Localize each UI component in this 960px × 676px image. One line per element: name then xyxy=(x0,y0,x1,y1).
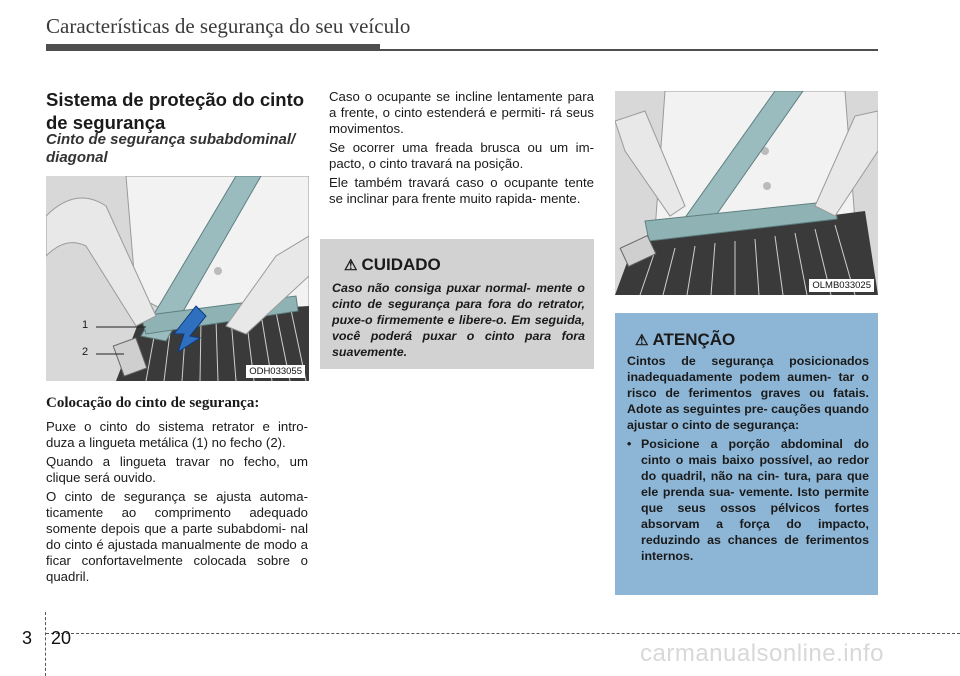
caution-title: CUIDADO xyxy=(361,255,441,274)
header-rule xyxy=(380,49,878,51)
paragraph: Puxe o cinto do sistema retrator e intro- duza a lingueta metálica (1) no fecho (2). xyxy=(46,419,308,450)
figure-lap-belt-adjustment xyxy=(615,91,878,295)
lap-belt-illustration xyxy=(615,91,878,295)
footer-rule xyxy=(46,633,960,634)
warning-triangle-icon: ⚠ xyxy=(635,332,649,349)
paragraph: O cinto de segurança se ajusta automa- ticamente ao comprimento adequado somente depois que a parte subabdomi- nal do cinto é ajustada manualmente de modo a ficar confortavelmente colocada sobre o quadril. xyxy=(46,489,308,584)
watermark: carmanualsonline.info xyxy=(640,640,884,667)
caution-text: Caso não consiga puxar normal- mente o cinto de segurança para fora do retrator, puxe-o firmemente e libere-o. Em seguida, você poderá puxar o cinto para fora suavemente. xyxy=(332,281,585,359)
paragraph: Ele também travará caso o ocupante tente se inclinar para frente muito rapida- mente. xyxy=(329,175,594,206)
section-title: Sistema de proteção do cinto de segurança xyxy=(46,89,305,133)
middle-column-text xyxy=(329,89,594,210)
warning-text xyxy=(627,353,869,564)
bullet-symbol: • xyxy=(627,437,632,451)
paragraph: Caso o ocupante se incline lentamente para a frente, o cinto estenderá e permiti- rá seus movimentos. xyxy=(329,89,594,136)
paragraph: Se ocorrer uma freada brusca ou um im- pacto, o cinto travará na posição. xyxy=(329,140,594,171)
section-subtitle: Cinto de segurança subabdominal/ diagonal xyxy=(46,131,296,166)
section-number: 3 xyxy=(22,628,33,648)
figure-seatbelt-buckling xyxy=(46,176,309,381)
caution-heading xyxy=(344,255,441,275)
header-bar xyxy=(46,44,380,51)
callout-2: 2 xyxy=(82,346,89,358)
paragraph: Quando a lingueta travar no fecho, um clique será ouvido. xyxy=(46,454,308,485)
warning-triangle-icon: ⚠ xyxy=(344,257,358,274)
page-number: 20 xyxy=(51,628,72,648)
warning-heading xyxy=(635,330,735,350)
warning-title: ATENÇÃO xyxy=(652,330,736,349)
warning-box xyxy=(615,313,878,595)
figure-code: ODH033055 xyxy=(246,365,305,378)
page-header-title: Características de segurança do seu veículo xyxy=(46,14,411,38)
warning-intro: Cintos de segurança posicionados inadequadamente podem aumen- tar o risco de ferimentos graves ou fatais. Adote as seguintes pre- cauções quando ajustar o cinto de segurança: xyxy=(627,354,869,432)
caution-box xyxy=(320,239,594,369)
warning-bullet xyxy=(627,436,869,564)
subhead-fastening: Colocação do cinto de segurança: xyxy=(46,395,260,411)
callout-1: 1 xyxy=(82,319,89,331)
page-number-divider xyxy=(45,612,46,676)
warning-bullet-text: Posicione a porção abdominal do cinto o mais baixo possível, ao redor do quadril, não na cin- tura, para que ele prenda sua- vemente. Isto permite que seus ossos pélvicos fortes absorvam a força do impacto, reduzindo as chances de ferimentos internos. xyxy=(641,437,869,563)
left-column-text xyxy=(46,419,308,588)
figure-code: OLMB033025 xyxy=(809,279,874,292)
